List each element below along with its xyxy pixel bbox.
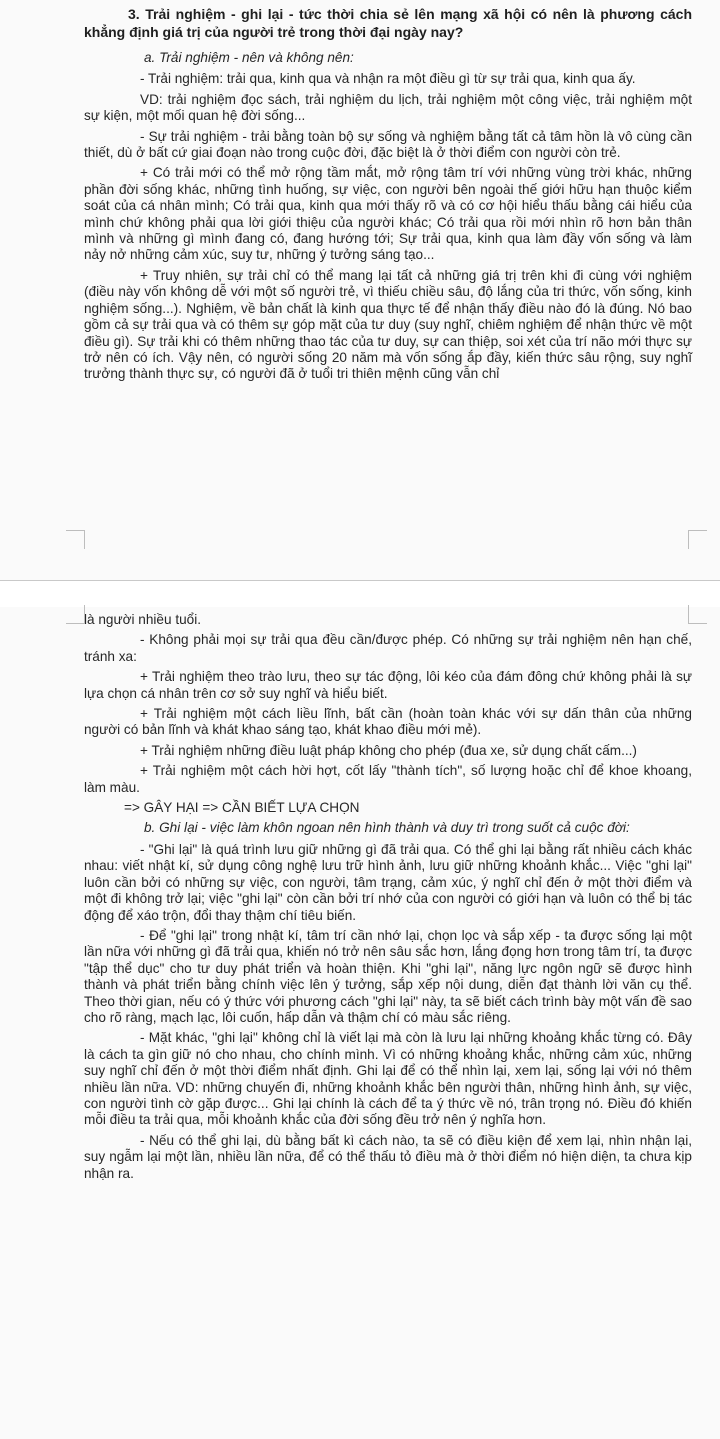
- paragraph: - Không phải mọi sự trải qua đều cần/được phép. Có những sự trải nghiệm nên hạn chế, tránh xa:: [84, 632, 692, 664]
- page-break: [0, 580, 720, 608]
- paragraph: - Trải nghiệm: trải qua, kinh qua và nhận ra một điều gì từ sự trải qua, kinh qua ấy.: [140, 71, 636, 87]
- paragraph: + Trải nghiệm những điều luật pháp không cho phép (đua xe, sử dụng chất cấm...): [140, 742, 637, 758]
- paragraph: - Mặt khác, "ghi lại" không chỉ là viết lại mà còn là lưu lại những khoảng khắc từng có. Đây là cách ta gìn giữ nó cho nhau, cho chính mình. Vì có những khoảng khắc, những cảm xúc, những suy nghĩ chỉ đến ở một thời điểm nhất định. Ghi lại để có thể nhìn lại, xem lại, sống lại với nó thêm nhiều lần nữa. VD: những chuyến đi, những khoảnh khắc bên người thân, những hình ảnh, sự việc, con người tình cờ gặp được... Ghi lại chính là cách để ta ý thức về nó, trân trọng nó. Điều đó khiến mỗi điều ta trải qua, mỗi khoảnh khắc của đời sống đều trở nên ý nghĩa hơn.: [84, 1030, 692, 1128]
- paragraph-continuation: là người nhiều tuổi.: [84, 612, 202, 627]
- margin-corner-mark: [688, 605, 707, 624]
- paragraph: + Có trải mới có thể mở rộng tầm mắt, mở rộng tâm trí với những vùng trời khác, những phần đời sống khác, những tình huống, sự việc, con người bên ngoài thế giới hữu hạn thuộc kiểm soát của cá nhân mình; Có trải qua, kinh qua mới thấy rõ và có cơ hội hiểu thấu bằng cái hiểu của mình chứ không phải qua lời giới thiệu của người khác; Có trải qua rồi mới nhìn rõ hơn bản thân mình và những gì mình đang có, đang hướng tới; Sự trải qua, kinh qua làm đầy vốn sống và làm nảy nở những cảm xúc, suy tư, những ý tưởng sáng tạo...: [84, 165, 692, 263]
- paragraph: - Để "ghi lại" trong nhật kí, tâm trí cần nhớ lại, chọn lọc và sắp xếp - ta được sống lại một lần nữa với những gì đã trải qua, khiến nó trở nên sâu sắc hơn, lắng đọng hơn trong tâm trí, ta được "tập thể dục" cho tư duy phát triển và hoàn thiện. Khi "ghi lại", năng lực ngôn ngữ sẽ được hình thành và phát triển bằng chính việc lên ý tưởng, sắp xếp nội dung, diễn đạt thành lời văn cụ thể. Theo thời gian, nếu có ý thức với phương cách "ghi lại" này, ta sẽ biết cách trình bày một vấn đề sao cho rõ ràng, mạch lạc, lôi cuốn, hấp dẫn và thậm chí có màu sắc riêng.: [84, 927, 692, 1025]
- paragraph: + Trải nghiệm theo trào lưu, theo sự tác động, lôi kéo của đám đông chứ không phải là sự lựa chọn cá nhân trên cơ sở suy nghĩ và hiểu biết.: [84, 669, 692, 701]
- margin-corner-mark: [66, 605, 85, 624]
- document-page-2: [0, 607, 720, 1439]
- document-page-1: [0, 0, 720, 580]
- paragraph: VD: trải nghiệm đọc sách, trải nghiệm du lịch, trải nghiệm một công việc, trải nghiệm một sự kiện, một mối quan hệ đời sống...: [84, 91, 692, 124]
- paragraph: - Sự trải nghiệm - trải bằng toàn bộ sự sống và nghiệm bằng tất cả tâm hồn là vô cùng cần thiết, dù ở bất cứ giai đoạn nào trong cuộc đời, đặc biệt là ở thời điểm con người còn trẻ.: [84, 128, 692, 161]
- margin-corner-mark: [688, 530, 707, 549]
- section-heading: 3. Trải nghiệm - ghi lại - tức thời chia sẻ lên mạng xã hội có nên là phương cách khẳng định giá trị của người trẻ trong thời đại ngày nay?: [84, 6, 692, 40]
- paragraph: - Nếu có thể ghi lại, dù bằng bất kì cách nào, ta sẽ có điều kiện để xem lại, nhìn nhận lại, suy ngẫm lại một lần, nhiều lần nữa, để có thể thấu tỏ điều mà ở thời điểm nó hiện diện, ta chưa kịp nhận ra.: [84, 1132, 692, 1181]
- conclusion-line: => GÂY HẠI => CẦN BIẾT LỰA CHỌN: [124, 800, 360, 816]
- subheading-a: a. Trải nghiệm - nên và không nên:: [144, 50, 354, 65]
- margin-corner-mark: [66, 530, 85, 549]
- paragraph: + Truy nhiên, sự trải chỉ có thể mang lại tất cả những giá trị trên khi đi cùng với nghiệm (điều này vốn không dễ với một số người trẻ, vì thiếu chiều sâu, độ lắng của tri thức, vốn sống, kinh nghiệm sống...). Nghiệm, về bản chất là kinh qua thực tế để nhận thấy điều nào đó là đúng. Nó bao gồm cả sự trải qua và có thêm sự góp mặt của tư duy (suy nghĩ, chiêm nghiệm để nhận thức về một điều gì). Sự trải khi có thêm những thao tác của tư duy, sự can thiệp, soi xét của trí não mới thực sự trở nên có ích. Vậy nên, có người sống 20 năm mà vốn sống ắp đầy, kiến thức sâu rộng, suy nghĩ trưởng thành thực sự, có người đã ở tuổi tri thiên mệnh cũng vẫn chỉ: [84, 267, 692, 382]
- paragraph: + Trải nghiệm một cách liều lĩnh, bất cần (hoàn toàn khác với sự dấn thân của những người có bản lĩnh và khát khao sáng tạo, khát khao điều mới mẻ).: [84, 706, 692, 738]
- subheading-b: b. Ghi lại - việc làm khôn ngoan nên hình thành và duy trì trong suốt cả cuộc đời:: [144, 820, 630, 836]
- paragraph: - "Ghi lại" là quá trình lưu giữ những gì đã trải qua. Có thể ghi lại bằng rất nhiều cách khác nhau: viết nhật kí, sử dụng công nghệ lưu trữ hình ảnh, lưu giữ những khoảnh khắc... Việc "ghi lại" luôn cần bởi có những sự việc, con người, tâm trạng, cảm xúc, ý nghĩ chỉ đến ở một thời điểm và một đi không trở lại; việc "ghi lại" còn cần bởi trí nhớ của con người có giới hạn và luôn có thể bị tác động để xáo trộn, đổi thay thậm chí tiêu biến.: [84, 841, 692, 923]
- paragraph: + Trải nghiệm một cách hời hợt, cốt lấy "thành tích", số lượng hoặc chỉ để khoe khoang, làm màu.: [84, 763, 692, 795]
